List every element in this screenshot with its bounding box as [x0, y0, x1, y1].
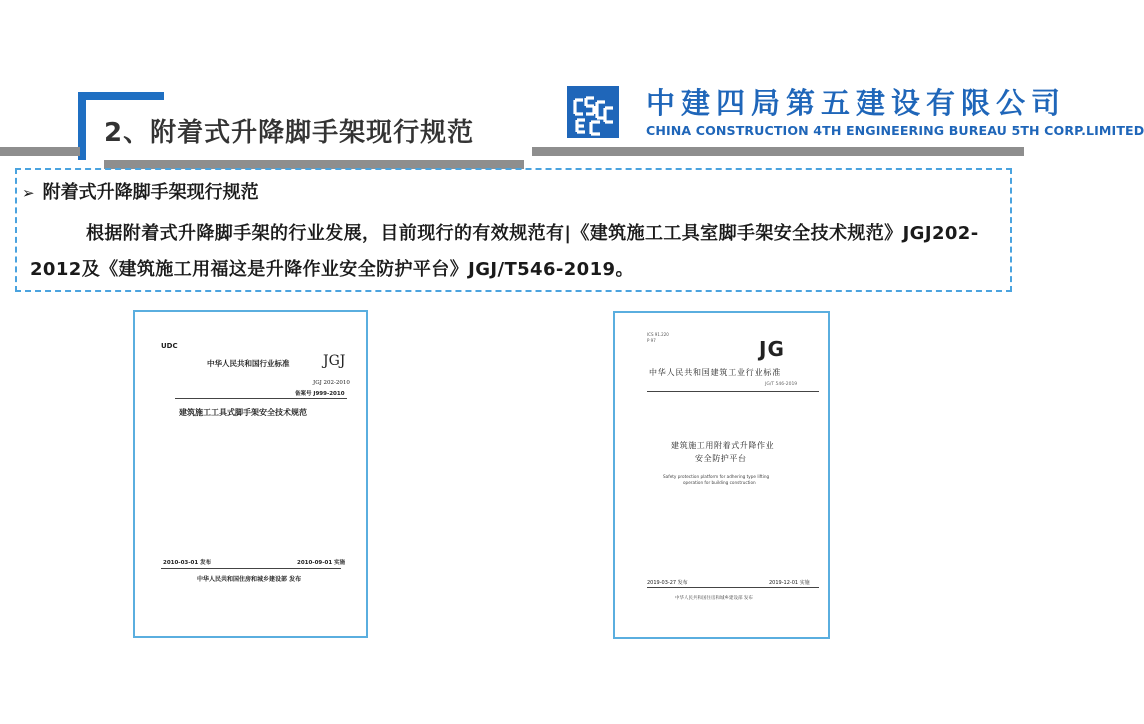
body-paragraph: 根据附着式升降脚手架的行业发展，目前现行的有效规范有|《建筑施工工具室脚手架安全技术规范》JGJ202-2012及《建筑施工用福这是升降作业安全防护平台》JGJ/T546-2019。	[30, 223, 979, 280]
standard-type: 中华人民共和国建筑工业行业标准	[649, 368, 781, 377]
issuer: 中华人民共和国住房和城乡建设部 发布	[675, 596, 753, 601]
standard-number: JGJ 202-2010	[313, 380, 350, 386]
ics-code: ICS 91.220	[647, 332, 669, 337]
cover-divider-bottom	[161, 568, 341, 569]
issue-date: 2010-03-01 发布	[163, 560, 212, 566]
document-cover-left	[133, 310, 368, 638]
company-name-cn: 中建四局第五建设有限公司	[646, 86, 1067, 120]
document-title-line-2: 安全防护平台	[695, 454, 747, 463]
implementation-date: 2010-09-01 实施	[297, 560, 346, 566]
record-number: 备案号 J999-2010	[295, 391, 345, 397]
issuer: 中华人民共和国住房和城乡建设部 发布	[197, 576, 302, 583]
english-title-line-1: Safety protection platform for adhering type lifting	[663, 474, 770, 479]
header-rule-right	[532, 147, 1024, 156]
cover-divider	[175, 398, 347, 399]
arrow-bullet-icon: ➢	[22, 184, 35, 202]
header-rule-left	[0, 147, 80, 156]
code-mark: JG	[759, 337, 785, 361]
header-bracket-horizontal	[78, 92, 164, 100]
bullet-heading-text: 附着式升降脚手架现行规范	[42, 182, 259, 203]
issue-date: 2019-03-27 发布	[647, 580, 688, 586]
udc-label: UDC	[161, 342, 178, 350]
company-name-en: CHINA CONSTRUCTION 4TH ENGINEERING BUREAU 5TH CORP.LIMITED	[646, 123, 1144, 138]
english-title-line-2: operation for building construction	[683, 480, 756, 485]
standard-number: JG/T 546-2019	[765, 382, 798, 387]
code-mark: JGJ	[323, 353, 346, 369]
cover-divider-bottom	[647, 587, 819, 588]
ccs-code: P 97	[647, 338, 656, 343]
implementation-date: 2019-12-01 实施	[769, 580, 810, 586]
cscec-logo-icon	[567, 86, 619, 138]
document-title-line-1: 建筑施工用附着式升降作业	[671, 441, 775, 450]
document-cover-right	[613, 311, 830, 639]
cover-divider	[647, 391, 819, 392]
standard-type: 中华人民共和国行业标准	[207, 359, 290, 368]
document-title: 建筑施工工具式脚手架安全技术规范	[179, 408, 307, 417]
section-title: 2、附着式升降脚手架现行规范	[104, 118, 524, 169]
bullet-heading	[22, 180, 259, 206]
